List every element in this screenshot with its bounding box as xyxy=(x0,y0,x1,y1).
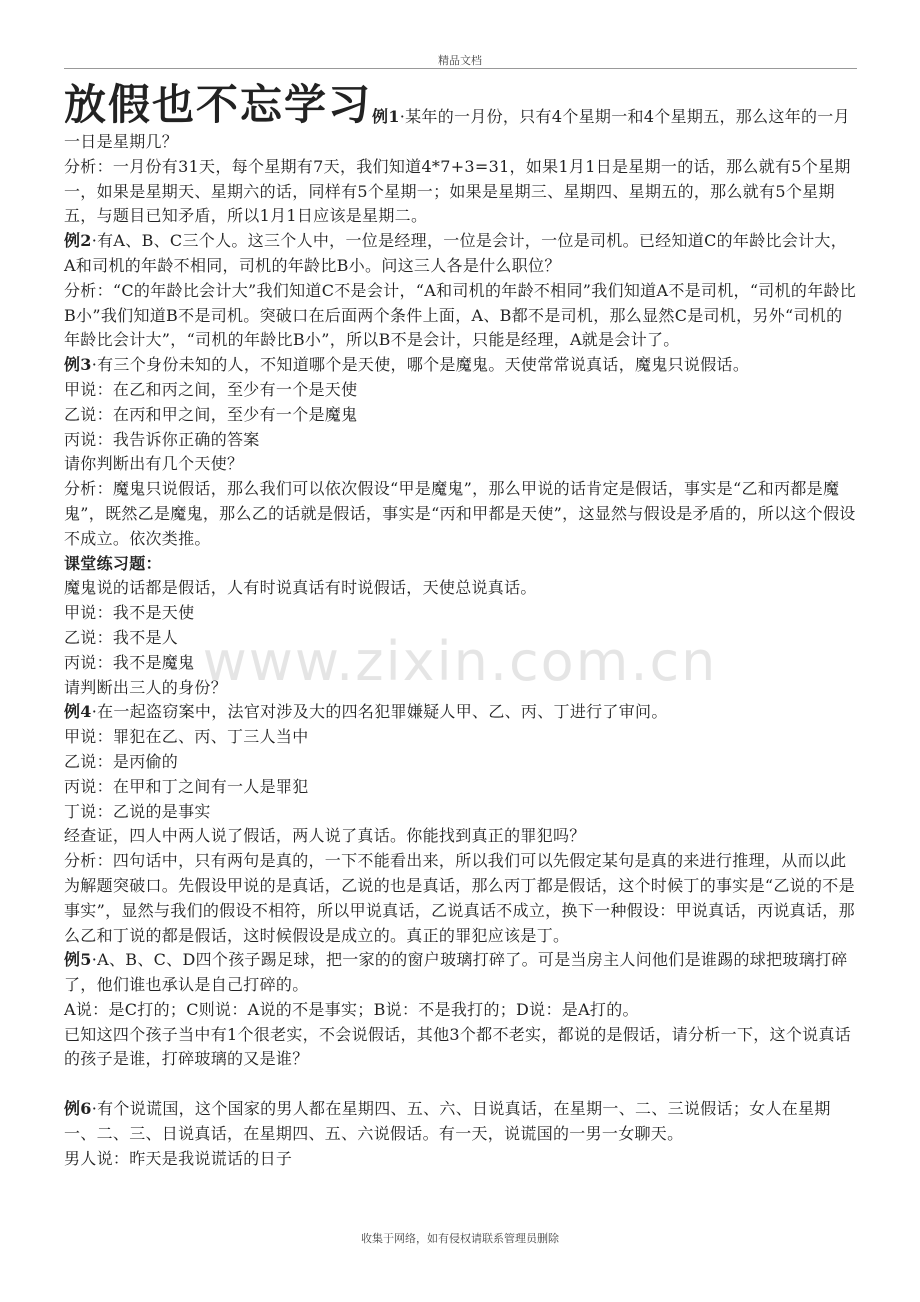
example-4-question: 例4·在一起盗窃案中，法官对涉及大的四名犯罪嫌疑人甲、乙、丙、丁进行了审问。 xyxy=(64,702,668,722)
practice-heading: 课堂练习题： xyxy=(64,553,162,573)
statement: 乙说：是丙偷的 xyxy=(64,751,179,771)
document-body xyxy=(64,80,857,1171)
example-3-ask: 请你判断出有几个天使？ xyxy=(64,454,244,474)
example-5-ask: 已知这四个孩子当中有1个很老实，不会说假话，其他3个都不老实，都说的是假话，请分析一下，这个说真话的孩子是谁，打碎玻璃的又是谁？ xyxy=(64,1024,852,1069)
example-1-analysis: 分析：一月份有31天，每个星期有7天，我们知道4*7+3=31，如果1月1日是星期一的话，那么就有5个星期一，如果是星期天、星期六的话，同样有5个星期一；如果是星期三、星期四、星期五的，那么就有5个星期五，与题目已知矛盾，所以1月1日应该是星期二。 xyxy=(64,156,851,226)
statement: 丙说：在甲和丁之间有一人是罪犯 xyxy=(64,776,309,796)
example-1-question: 放假也不忘学习例1·某年的一月份，只有4个星期一和4个星期五，那么这年的一月一日是星期几？ xyxy=(64,80,850,151)
statement: 乙说：我不是人 xyxy=(64,627,179,647)
example-6-statement: 男人说：昨天是我说谎话的日子 xyxy=(64,1148,293,1168)
example-2-analysis: 分析：“C的年龄比会计大”我们知道C不是会计，“A和司机的年龄不相同”我们知道A不是司机，“司机的年龄比B小”我们知道B不是司机。突破口在后面两个条件上面，A、B都不是司机，那么显然C是司机，另外“司机的年龄比会计大”，“司机的年龄比B小”，所以B不是会计，只能是经理，A就是会计了。 xyxy=(64,280,857,350)
watermark: www.zixin.com.cn xyxy=(202,630,718,693)
header-divider xyxy=(64,68,857,69)
page-footer: 收集于网络，如有侵权请联系管理员删除 xyxy=(361,1232,559,1245)
blank-line xyxy=(64,1072,857,1097)
example-2-question: 例2·有A、B、C三个人。这三个人中，一位是经理，一位是会计，一位是司机。已经知道C的年龄比会计大，A和司机的年龄不相同，司机的年龄比B小。问这三人各是什么职位？ xyxy=(64,231,848,275)
example-5-question: 例5·A、B、C、D四个孩子踢足球，把一家的的窗户玻璃打碎了。可是当房主人问他们是谁踢的球把玻璃打碎了，他们谁也承认是自己打碎的。 xyxy=(64,950,848,995)
example-1-label: 例1 xyxy=(372,107,400,127)
example-3-question: 例3·有三个身份未知的人，不知道哪个是天使，哪个是魔鬼。天使常常说真话，魔鬼只说假话。 xyxy=(64,355,750,375)
statement: 丙说：我不是魔鬼 xyxy=(64,652,195,672)
example-6-question: 例6·有个说谎国，这个国家的男人都在星期四、五、六、日说真话，在星期一、二、三说假话；女人在星期一、二、三、日说真话，在星期四、五、六说假话。有一天，说谎国的一男一女聊天。 xyxy=(64,1099,831,1143)
statement: 甲说：罪犯在乙、丙、丁三人当中 xyxy=(64,727,309,747)
statement: 乙说：在丙和甲之间，至少有一个是魔鬼 xyxy=(64,404,358,424)
example-4-analysis: 分析：四句话中，只有两句是真的，一下不能看出来，所以我们可以先假定某句是真的来进行推理，从而以此为解题突破口。先假设甲说的是真话，乙说的也是真话，那么丙丁都是假话，这个时候丁的事实是“乙说的不是事实”，显然与我们的假设不相符，所以甲说真话，乙说真话不成立，换下一种假设：甲说真话，丙说真话，那么乙和丁说的都是假话，这时候假设是成立的。真正的罪犯应该是丁。 xyxy=(64,851,855,945)
statement: 丁说：乙说的是事实 xyxy=(64,801,211,821)
example-2-label: 例2 xyxy=(64,231,92,251)
statement: 甲说：在乙和丙之间，至少有一个是天使 xyxy=(64,379,358,399)
example-5-label: 例5 xyxy=(64,950,92,970)
example-4-label: 例4 xyxy=(64,702,92,722)
example-4-ask: 经查证，四人中两人说了假话，两人说了真话。你能找到真正的罪犯吗？ xyxy=(64,826,586,846)
example-3-analysis: 分析：魔鬼只说假话，那么我们可以依次假设“甲是魔鬼”，那么甲说的话肯定是假话，事实是“乙和丙都是魔鬼”，既然乙是魔鬼，那么乙的话就是假话，事实是“丙和甲都是天使”，这显然与假设是矛盾的，所以这个假设不成立。依次类推。 xyxy=(64,479,856,548)
example-6-label: 例6 xyxy=(64,1099,92,1119)
document-title: 放假也不忘学习 xyxy=(64,80,373,129)
example-5-statements: A说：是C打的；C则说：A说的不是事实；B说：不是我打的；D说：是A打的。 xyxy=(64,999,639,1019)
practice-ask: 请判断出三人的身份？ xyxy=(64,677,228,697)
example-3-label: 例3 xyxy=(64,355,92,375)
statement: 甲说：我不是天使 xyxy=(64,603,195,623)
statement: 丙说：我告诉你正确的答案 xyxy=(64,429,260,449)
practice-intro: 魔鬼说的话都是假话，人有时说真话有时说假话，天使总说真话。 xyxy=(64,578,537,598)
page-header: 精品文档 xyxy=(438,54,482,67)
